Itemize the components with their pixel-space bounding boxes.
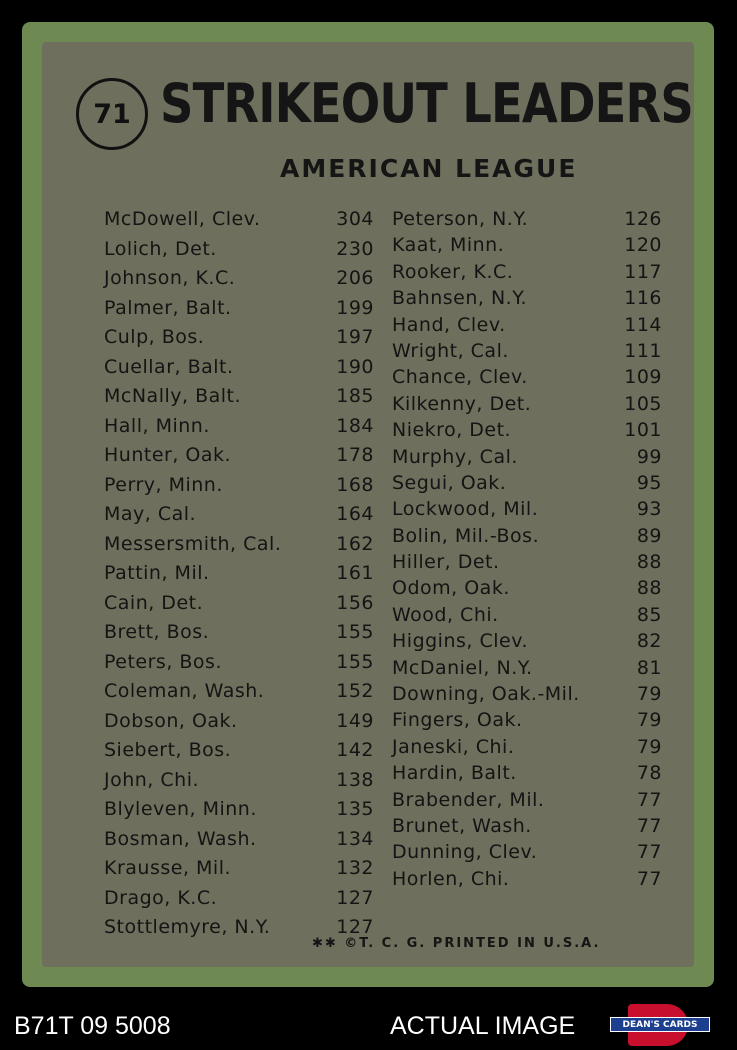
pitcher-name: Wood, Chi.	[392, 603, 499, 626]
strikeout-count: 117	[624, 260, 662, 283]
strikeout-count: 88	[636, 577, 662, 600]
strikeout-count: 77	[636, 814, 662, 837]
strikeout-count: 149	[336, 709, 374, 732]
card-title: STRIKEOUT LEADERS	[160, 72, 694, 135]
strikeout-count: 79	[636, 735, 662, 758]
strikeout-count: 178	[336, 444, 374, 466]
pitcher-name: Niekro, Det.	[392, 419, 512, 442]
strikeout-count: 95	[636, 471, 662, 494]
pitcher-name: Peterson, N.Y.	[392, 208, 529, 230]
strikeout-count: 161	[336, 562, 374, 584]
leader-row	[104, 857, 374, 887]
pitcher-name: Stottlemyre, N.Y.	[104, 916, 271, 938]
strikeout-count: 304	[336, 208, 374, 230]
pitcher-name: Higgins, Clev.	[392, 630, 529, 653]
leader-row	[392, 789, 662, 815]
pitcher-name: Peters, Bos.	[104, 650, 222, 673]
leaders-right-column	[392, 208, 662, 894]
leader-row	[392, 551, 662, 577]
pitcher-name: Lockwood, Mil.	[392, 498, 539, 521]
leader-row	[392, 472, 662, 498]
leader-row	[104, 533, 374, 563]
strikeout-count: 81	[636, 656, 662, 679]
leader-row	[392, 709, 662, 735]
deans-cards-logo	[610, 1004, 710, 1046]
pitcher-name: Krausse, Mil.	[104, 857, 232, 879]
pitcher-name: Kilkenny, Det.	[392, 392, 532, 415]
pitcher-name: Bahnsen, N.Y.	[392, 287, 528, 310]
strikeout-count: 135	[336, 798, 374, 820]
strikeout-count: 111	[624, 339, 662, 362]
pitcher-name: Culp, Bos.	[104, 326, 205, 348]
pitcher-name: Murphy, Cal.	[392, 445, 518, 468]
pitcher-name: McDowell, Clev.	[104, 208, 261, 230]
strikeout-count: 88	[636, 551, 662, 574]
pitcher-name: Kaat, Minn.	[392, 234, 505, 257]
leader-row	[392, 261, 662, 287]
pitcher-name: Hardin, Balt.	[392, 762, 517, 785]
pitcher-name: Hunter, Oak.	[104, 444, 232, 466]
card-number: 71	[76, 78, 148, 150]
leader-row	[104, 680, 374, 710]
strikeout-count: 206	[336, 267, 374, 289]
pitcher-name: Janeski, Chi.	[392, 735, 515, 758]
strikeout-count: 109	[624, 366, 662, 389]
pitcher-name: Hall, Minn.	[104, 414, 210, 437]
leader-row	[104, 621, 374, 651]
strikeout-count: 85	[636, 603, 662, 626]
strikeout-count: 116	[624, 287, 662, 310]
pitcher-name: Pattin, Mil.	[104, 562, 210, 584]
leader-row	[104, 415, 374, 445]
pitcher-name: Cain, Det.	[104, 591, 204, 614]
card-panel	[42, 42, 694, 967]
pitcher-name: Wright, Cal.	[392, 339, 509, 362]
copyright-footer: ✱✱ ©T. C. G. PRINTED IN U.S.A.	[312, 936, 601, 951]
leader-row	[104, 769, 374, 799]
leader-row	[104, 208, 374, 238]
leader-row	[104, 385, 374, 415]
strikeout-count: 190	[336, 355, 374, 378]
card-id-caption: B71T 09 5008	[14, 1012, 171, 1040]
strikeout-count: 99	[636, 445, 662, 468]
strikeout-count: 120	[624, 234, 662, 257]
pitcher-name: Coleman, Wash.	[104, 680, 265, 702]
leader-row	[104, 326, 374, 356]
strikeout-count: 155	[336, 650, 374, 673]
baseball-card-back	[22, 22, 714, 987]
leader-row	[104, 297, 374, 327]
leader-row	[104, 710, 374, 740]
pitcher-name: Chance, Clev.	[392, 366, 528, 389]
pitcher-name: McDaniel, N.Y.	[392, 656, 533, 679]
leader-row	[392, 868, 662, 894]
pitcher-name: Dunning, Clev.	[392, 841, 538, 864]
strikeout-count: 101	[624, 419, 662, 442]
leader-row	[392, 657, 662, 683]
strikeout-count: 132	[336, 857, 374, 879]
strikeout-count: 78	[636, 762, 662, 785]
pitcher-name: Downing, Oak.-Mil.	[392, 683, 580, 706]
strikeout-count: 142	[336, 739, 374, 761]
leader-row	[392, 419, 662, 445]
strikeout-count: 77	[636, 788, 662, 811]
leader-row	[392, 446, 662, 472]
leader-row	[392, 577, 662, 603]
leader-row	[392, 683, 662, 709]
leader-row	[392, 287, 662, 313]
leader-row	[392, 841, 662, 867]
strikeout-count: 230	[336, 237, 374, 260]
strikeout-count: 162	[336, 532, 374, 555]
strikeout-count: 184	[336, 414, 374, 437]
leader-row	[104, 562, 374, 592]
leader-row	[392, 604, 662, 630]
strikeout-count: 79	[636, 709, 662, 732]
leader-row	[392, 366, 662, 392]
leader-row	[392, 234, 662, 260]
strikeout-count: 79	[636, 683, 662, 706]
pitcher-name: Brabender, Mil.	[392, 788, 545, 811]
strikeout-count: 77	[636, 841, 662, 864]
strikeout-count: 185	[336, 385, 374, 407]
leader-row	[392, 498, 662, 524]
logo-text: DEAN'S CARDS	[610, 1017, 710, 1032]
pitcher-name: Brett, Bos.	[104, 621, 210, 643]
pitcher-name: Cuellar, Balt.	[104, 355, 234, 378]
leader-row	[104, 828, 374, 858]
pitcher-name: Drago, K.C.	[104, 886, 218, 909]
strikeout-count: 77	[636, 867, 662, 890]
pitcher-name: Brunet, Wash.	[392, 814, 532, 837]
leader-row	[104, 238, 374, 268]
strikeout-count: 152	[336, 680, 374, 702]
league-subtitle: AMERICAN LEAGUE	[280, 154, 578, 183]
pitcher-name: Bolin, Mil.-Bos.	[392, 524, 540, 547]
strikeout-count: 156	[336, 591, 374, 614]
leader-row	[104, 798, 374, 828]
leader-row	[104, 739, 374, 769]
leader-row	[104, 651, 374, 681]
leader-row	[392, 736, 662, 762]
strikeout-count: 138	[336, 768, 374, 791]
strikeout-count: 155	[336, 621, 374, 643]
leader-row	[104, 592, 374, 622]
pitcher-name: Fingers, Oak.	[392, 709, 523, 732]
strikeout-count: 168	[336, 473, 374, 496]
leader-row	[104, 356, 374, 386]
leader-row	[392, 630, 662, 656]
leader-row	[104, 444, 374, 474]
pitcher-name: Odom, Oak.	[392, 577, 510, 600]
strikeout-count: 126	[624, 208, 662, 230]
leader-row	[104, 887, 374, 917]
strikeout-count: 164	[336, 503, 374, 525]
pitcher-name: Hiller, Det.	[392, 551, 500, 574]
pitcher-name: Lolich, Det.	[104, 237, 217, 260]
pitcher-name: Siebert, Bos.	[104, 739, 232, 761]
pitcher-name: John, Chi.	[104, 768, 200, 791]
strikeout-count: 199	[336, 296, 374, 319]
pitcher-name: Perry, Minn.	[104, 473, 223, 496]
pitcher-name: Bosman, Wash.	[104, 827, 257, 850]
strikeout-count: 127	[336, 886, 374, 909]
strikeout-count: 114	[624, 313, 662, 336]
pitcher-name: McNally, Balt.	[104, 385, 242, 407]
strikeout-count: 127	[336, 916, 374, 938]
leader-row	[104, 503, 374, 533]
pitcher-name: May, Cal.	[104, 503, 197, 525]
leader-row	[392, 393, 662, 419]
pitcher-name: Hand, Clev.	[392, 313, 506, 336]
pitcher-name: Dobson, Oak.	[104, 709, 238, 732]
pitcher-name: Messersmith, Cal.	[104, 532, 282, 555]
leader-row	[392, 525, 662, 551]
leader-row	[104, 267, 374, 297]
leader-row	[392, 340, 662, 366]
strikeout-count: 134	[336, 827, 374, 850]
leader-row	[392, 762, 662, 788]
actual-image-caption: ACTUAL IMAGE	[390, 1012, 576, 1040]
pitcher-name: Palmer, Balt.	[104, 296, 232, 319]
leader-row	[392, 815, 662, 841]
pitcher-name: Segui, Oak.	[392, 471, 507, 494]
strikeout-count: 105	[624, 392, 662, 415]
strikeout-count: 82	[636, 630, 662, 653]
strikeout-count: 89	[636, 524, 662, 547]
leaders-left-column	[104, 208, 374, 946]
pitcher-name: Rooker, K.C.	[392, 260, 514, 283]
pitcher-name: Blyleven, Minn.	[104, 798, 257, 820]
strikeout-count: 93	[636, 498, 662, 521]
strikeout-count: 197	[336, 326, 374, 348]
leader-row	[392, 208, 662, 234]
leader-row	[104, 474, 374, 504]
pitcher-name: Johnson, K.C.	[104, 267, 236, 289]
leader-row	[392, 314, 662, 340]
pitcher-name: Horlen, Chi.	[392, 867, 510, 890]
